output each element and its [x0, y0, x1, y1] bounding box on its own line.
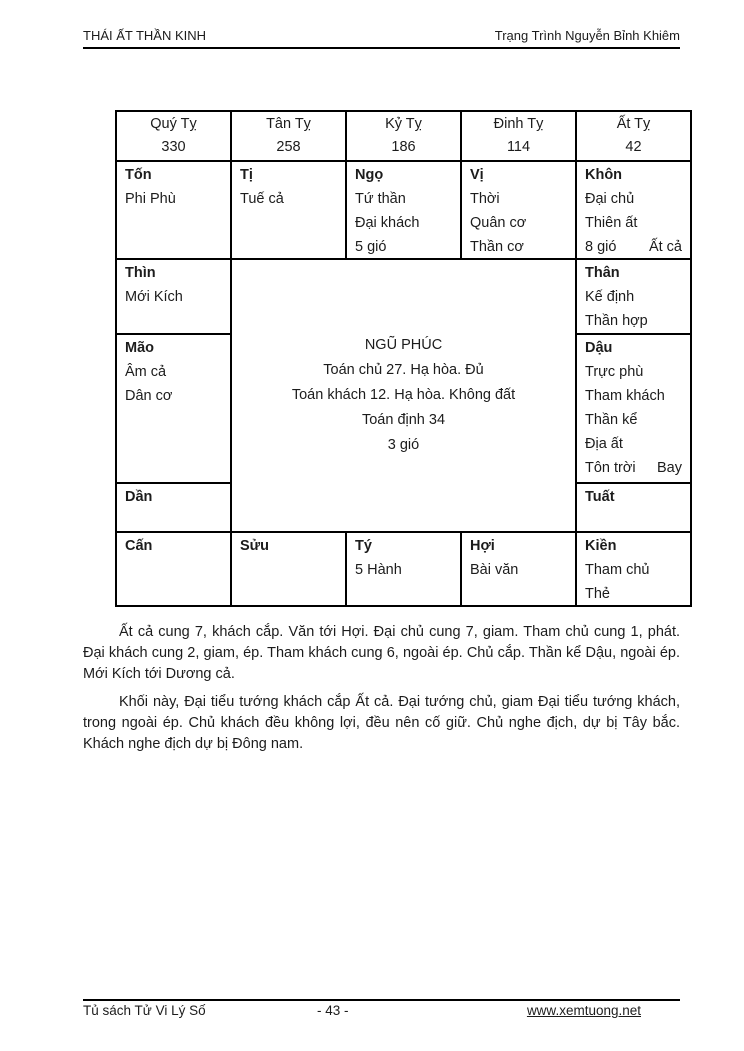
center-line: Toán chủ 27. Hạ hòa. Đủ — [323, 362, 484, 378]
year-name: Quý Tỵ — [150, 116, 197, 132]
year-name: Ất Tỵ — [616, 116, 651, 132]
year-value: 258 — [276, 139, 301, 155]
cell-line: Quân cơ — [470, 215, 527, 231]
cell-line: Đại chủ — [585, 191, 635, 207]
cell-line: Tứ thần — [355, 191, 406, 207]
cell-line-pair — [585, 235, 682, 258]
center-line: Toán định 34 — [361, 412, 446, 428]
cell-label: Thân — [585, 265, 620, 281]
cell-line: Thần cơ — [470, 239, 524, 255]
year-cell-at-ty — [577, 112, 690, 160]
cell-label: Hợi — [470, 538, 495, 554]
cell-line: 5 gió — [355, 239, 387, 255]
cell-label: Thìn — [125, 265, 156, 281]
year-value: 114 — [506, 139, 531, 155]
cell-hoi — [462, 533, 575, 605]
year-name: Tân Tỵ — [266, 116, 311, 132]
year-name: Kỷ Tỵ — [385, 116, 422, 132]
cell-line: Bài văn — [470, 562, 519, 578]
year-cell-tan-ty — [232, 112, 345, 160]
cell-label: Vị — [470, 167, 484, 183]
cell-line: Đại khách — [355, 215, 420, 231]
cell-ti — [232, 162, 345, 258]
cell-line: Phi Phù — [125, 191, 176, 207]
year-value: 42 — [625, 139, 642, 155]
cell-line: Âm cả — [125, 364, 167, 380]
center-title: NGŨ PHÚC — [364, 337, 443, 353]
cell-label: Tốn — [125, 167, 152, 183]
cell-label: Kiền — [585, 538, 617, 554]
cell-thin — [117, 260, 230, 333]
body-text — [83, 622, 680, 762]
center-cell-ngu-phuc — [232, 260, 575, 531]
cell-line: Thần hợp — [585, 313, 648, 329]
cell-label: Khôn — [585, 167, 623, 183]
cell-mao — [117, 335, 230, 482]
cell-line-pair — [585, 456, 682, 480]
cell-label: Mão — [125, 340, 154, 356]
cell-khon — [577, 162, 690, 258]
cell-can — [117, 533, 230, 605]
footer-website-link[interactable]: www.xemtuong.net — [526, 1003, 641, 1018]
cell-dan — [117, 484, 230, 531]
header-book-title: THÁI ẤT THẦN KINH — [83, 28, 207, 43]
cell-line: Thần kể — [585, 412, 638, 428]
year-cell-ky-ty — [347, 112, 460, 160]
cell-ton — [117, 162, 230, 258]
cell-ty — [347, 533, 460, 605]
cell-line: Thẻ — [585, 586, 610, 602]
cell-label: Dậu — [585, 340, 613, 356]
paragraph-2: Khối này, Đại tiểu tướng khách cắp Ất cả. Đại tướng chủ, giam Đại tiểu tướng khách, trong ngoài ép. Chủ khách đều không lợi, đều nên cố giữ. Chủ nghe địch, dự bị Tây bắc. Khách nghe địch dự bị Đông nam. — [83, 694, 680, 752]
page-header — [83, 28, 680, 43]
cell-line: Mới Kích — [125, 289, 183, 305]
cell-label: Tý — [355, 538, 372, 554]
year-cell-dinh-ty — [462, 112, 575, 160]
header-author: Trạng Trình Nguyễn Bỉnh Khiêm — [494, 28, 680, 43]
cell-line: 5 Hành — [355, 562, 402, 578]
cell-line: Thời — [470, 191, 500, 207]
cell-line: Tuế cả — [240, 191, 284, 207]
cell-line: Tham chủ — [585, 562, 650, 578]
cell-vi — [462, 162, 575, 258]
cell-ngo — [347, 162, 460, 258]
year-value: 330 — [161, 139, 186, 155]
pair-right: Ất cả — [648, 239, 682, 255]
year-value: 186 — [391, 139, 416, 155]
center-line: Toán khách 12. Hạ hòa. Không đất — [291, 387, 516, 403]
paragraph-1: Ất cả cung 7, khách cắp. Văn tới Hợi. Đại chủ cung 7, giam. Tham chủ cung 1, phát. Đại khách cung 2, giam, ép. Tham khách cung 6, ngoài ép. Chủ cắp. Thần kể Dậu, ngoài ép. Mới Kích tới Dương cả. — [83, 624, 680, 682]
cell-dau — [577, 335, 690, 482]
cell-line: Kế định — [585, 289, 635, 305]
cell-line: Trực phù — [585, 364, 644, 380]
header-rule — [83, 47, 680, 49]
cell-label: Sửu — [240, 538, 270, 554]
cell-line: Thiên ất — [585, 215, 638, 231]
cell-label: Dần — [125, 489, 153, 505]
footer-rule — [83, 999, 680, 1001]
cell-line: Địa ất — [585, 436, 623, 452]
cell-label: Ngọ — [355, 167, 384, 183]
pair-left: 8 gió — [585, 239, 617, 255]
cell-tuat — [577, 484, 690, 531]
cell-kien — [577, 533, 690, 605]
footer-series-title: Tủ sách Tử Vi Lý Số — [83, 1003, 206, 1018]
footer-page-number: - 43 - — [317, 1003, 349, 1018]
cell-line: Dân cơ — [125, 388, 173, 404]
cell-than — [577, 260, 690, 333]
page-footer — [0, 1003, 744, 1025]
cell-line: Tham khách — [585, 388, 665, 404]
cell-suu — [232, 533, 345, 605]
year-cell-quy-ty — [117, 112, 230, 160]
cell-label: Cấn — [125, 538, 153, 554]
cell-label: Tị — [240, 167, 253, 183]
center-line: 3 gió — [387, 437, 420, 453]
pair-right: Bay — [657, 460, 682, 476]
year-name: Đinh Tỵ — [493, 116, 544, 132]
thai-at-chart-table — [115, 110, 692, 607]
pair-left: Tôn trời — [585, 460, 636, 476]
cell-label: Tuất — [585, 489, 615, 505]
